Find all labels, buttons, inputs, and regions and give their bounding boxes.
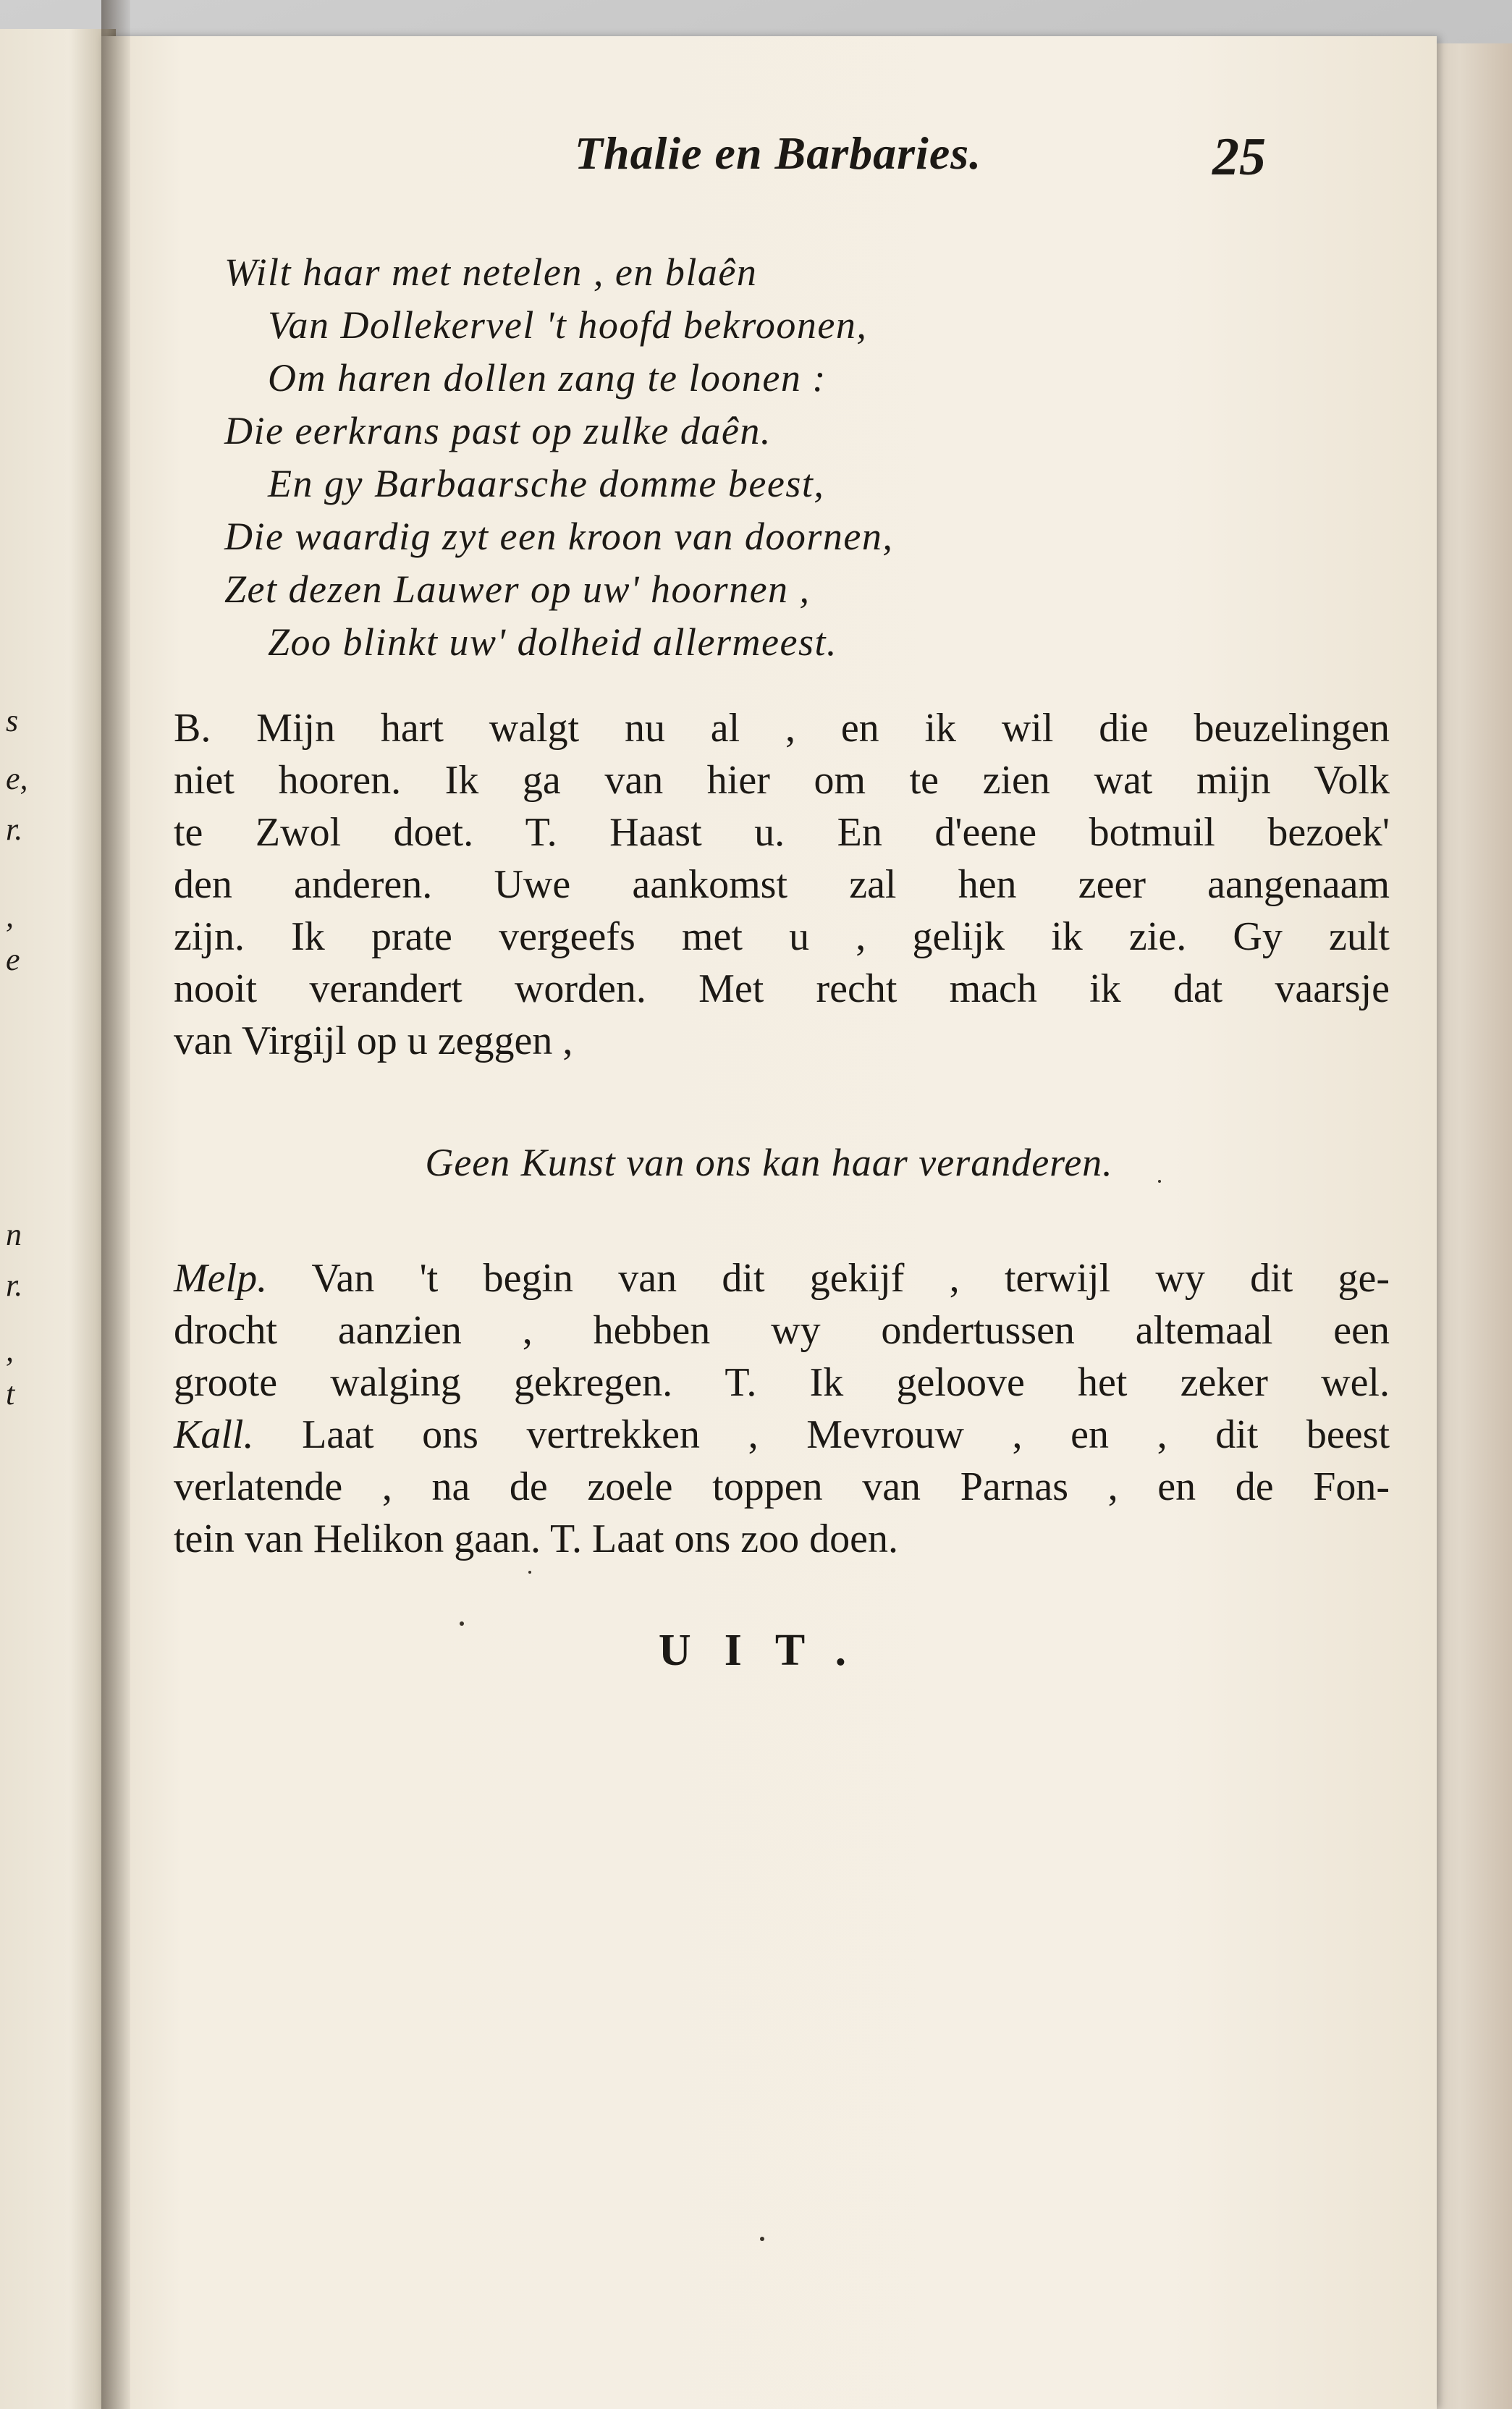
verse-line: Om haren dollen zang te loonen : <box>268 356 827 400</box>
left-page-fragment: e <box>6 942 20 977</box>
paragraph-barbarie <box>174 702 1390 1067</box>
prose-line: zijn. Ik prate vergeefs met u , gelijk ik zie. Gy zult <box>174 914 1390 959</box>
verse-line: Zoo blinkt uw' dolheid allermeest. <box>268 620 837 664</box>
left-page-fragment: r. <box>6 1267 23 1303</box>
left-page-fragment: t <box>6 1376 15 1412</box>
prose-line: drocht aanzien , hebben wy ondertussen altemaal een <box>174 1308 1390 1353</box>
left-page-fragment: n <box>6 1217 22 1252</box>
running-title: Thalie en Barbaries. <box>574 127 982 179</box>
prose-text: Laat ons vertrekken , Mevrouw , en , dit beest <box>253 1412 1390 1457</box>
prose-line: niet hooren. Ik ga van hier om te zien wat mijn Volk <box>174 758 1390 803</box>
ink-speck <box>460 1621 464 1626</box>
prose-line: tein van Helikon gaan. T. Laat ons zoo doen. <box>174 1516 898 1561</box>
prose-line: verlatende , na de zoele toppen van Parnas , en de Fon- <box>174 1464 1390 1509</box>
left-page-fragment: s <box>6 703 19 738</box>
ink-speck <box>1158 1180 1161 1183</box>
verse-line: Wilt haar met netelen , en blaên <box>224 250 758 294</box>
page-number: 25 <box>1212 127 1266 187</box>
paragraph-melpomene <box>174 1252 1390 1565</box>
prose-line <box>174 1252 1390 1304</box>
left-facing-page <box>0 29 116 2409</box>
finis-mark: UIT. <box>658 1626 880 1675</box>
gutter-shadow <box>101 0 130 2409</box>
speaker-name: Melp. <box>174 1256 268 1301</box>
book-page <box>101 36 1437 2409</box>
left-page-fragment: , <box>6 898 14 934</box>
verse-line: En gy Barbaarsche domme beest, <box>268 462 825 505</box>
prose-text: Van 't begin van dit gekijf , terwijl wy dit ge- <box>267 1256 1390 1301</box>
ink-speck <box>760 2237 764 2241</box>
left-page-fragment: e, <box>6 761 28 796</box>
prose-line: groote walging gekregen. T. Ik geloove het zeker wel. <box>174 1360 1390 1405</box>
virgil-quote: Geen Kunst van ons kan haar veranderen. <box>425 1141 1113 1184</box>
verse-line: Van Dollekervel 't hoofd bekroonen, <box>268 303 868 347</box>
prose-line: den anderen. Uwe aankomst zal hen zeer aangenaam <box>174 862 1390 907</box>
prose-line: B. Mijn hart walgt nu al , en ik wil die beuzelingen <box>174 706 1390 751</box>
book-cover-edge <box>1425 43 1512 2409</box>
prose-line: van Virgijl op u zeggen , <box>174 1018 573 1063</box>
prose-line <box>174 1409 1390 1461</box>
verse-line: Die waardig zyt een kroon van doornen, <box>224 515 894 558</box>
verse-line: Die eerkrans past op zulke daên. <box>224 409 772 452</box>
ink-speck <box>528 1571 531 1574</box>
speaker-name: Kall. <box>174 1412 254 1457</box>
prose-line: nooit verandert worden. Met recht mach ik dat vaarsje <box>174 966 1390 1011</box>
left-page-fragment: , <box>6 1333 14 1368</box>
verse-block <box>224 246 893 669</box>
verse-line: Zet dezen Lauwer op uw' hoornen , <box>224 568 811 611</box>
prose-line: te Zwol doet. T. Haast u. En d'eene botmuil bezoek' <box>174 810 1390 855</box>
left-page-fragment: r. <box>6 811 23 847</box>
